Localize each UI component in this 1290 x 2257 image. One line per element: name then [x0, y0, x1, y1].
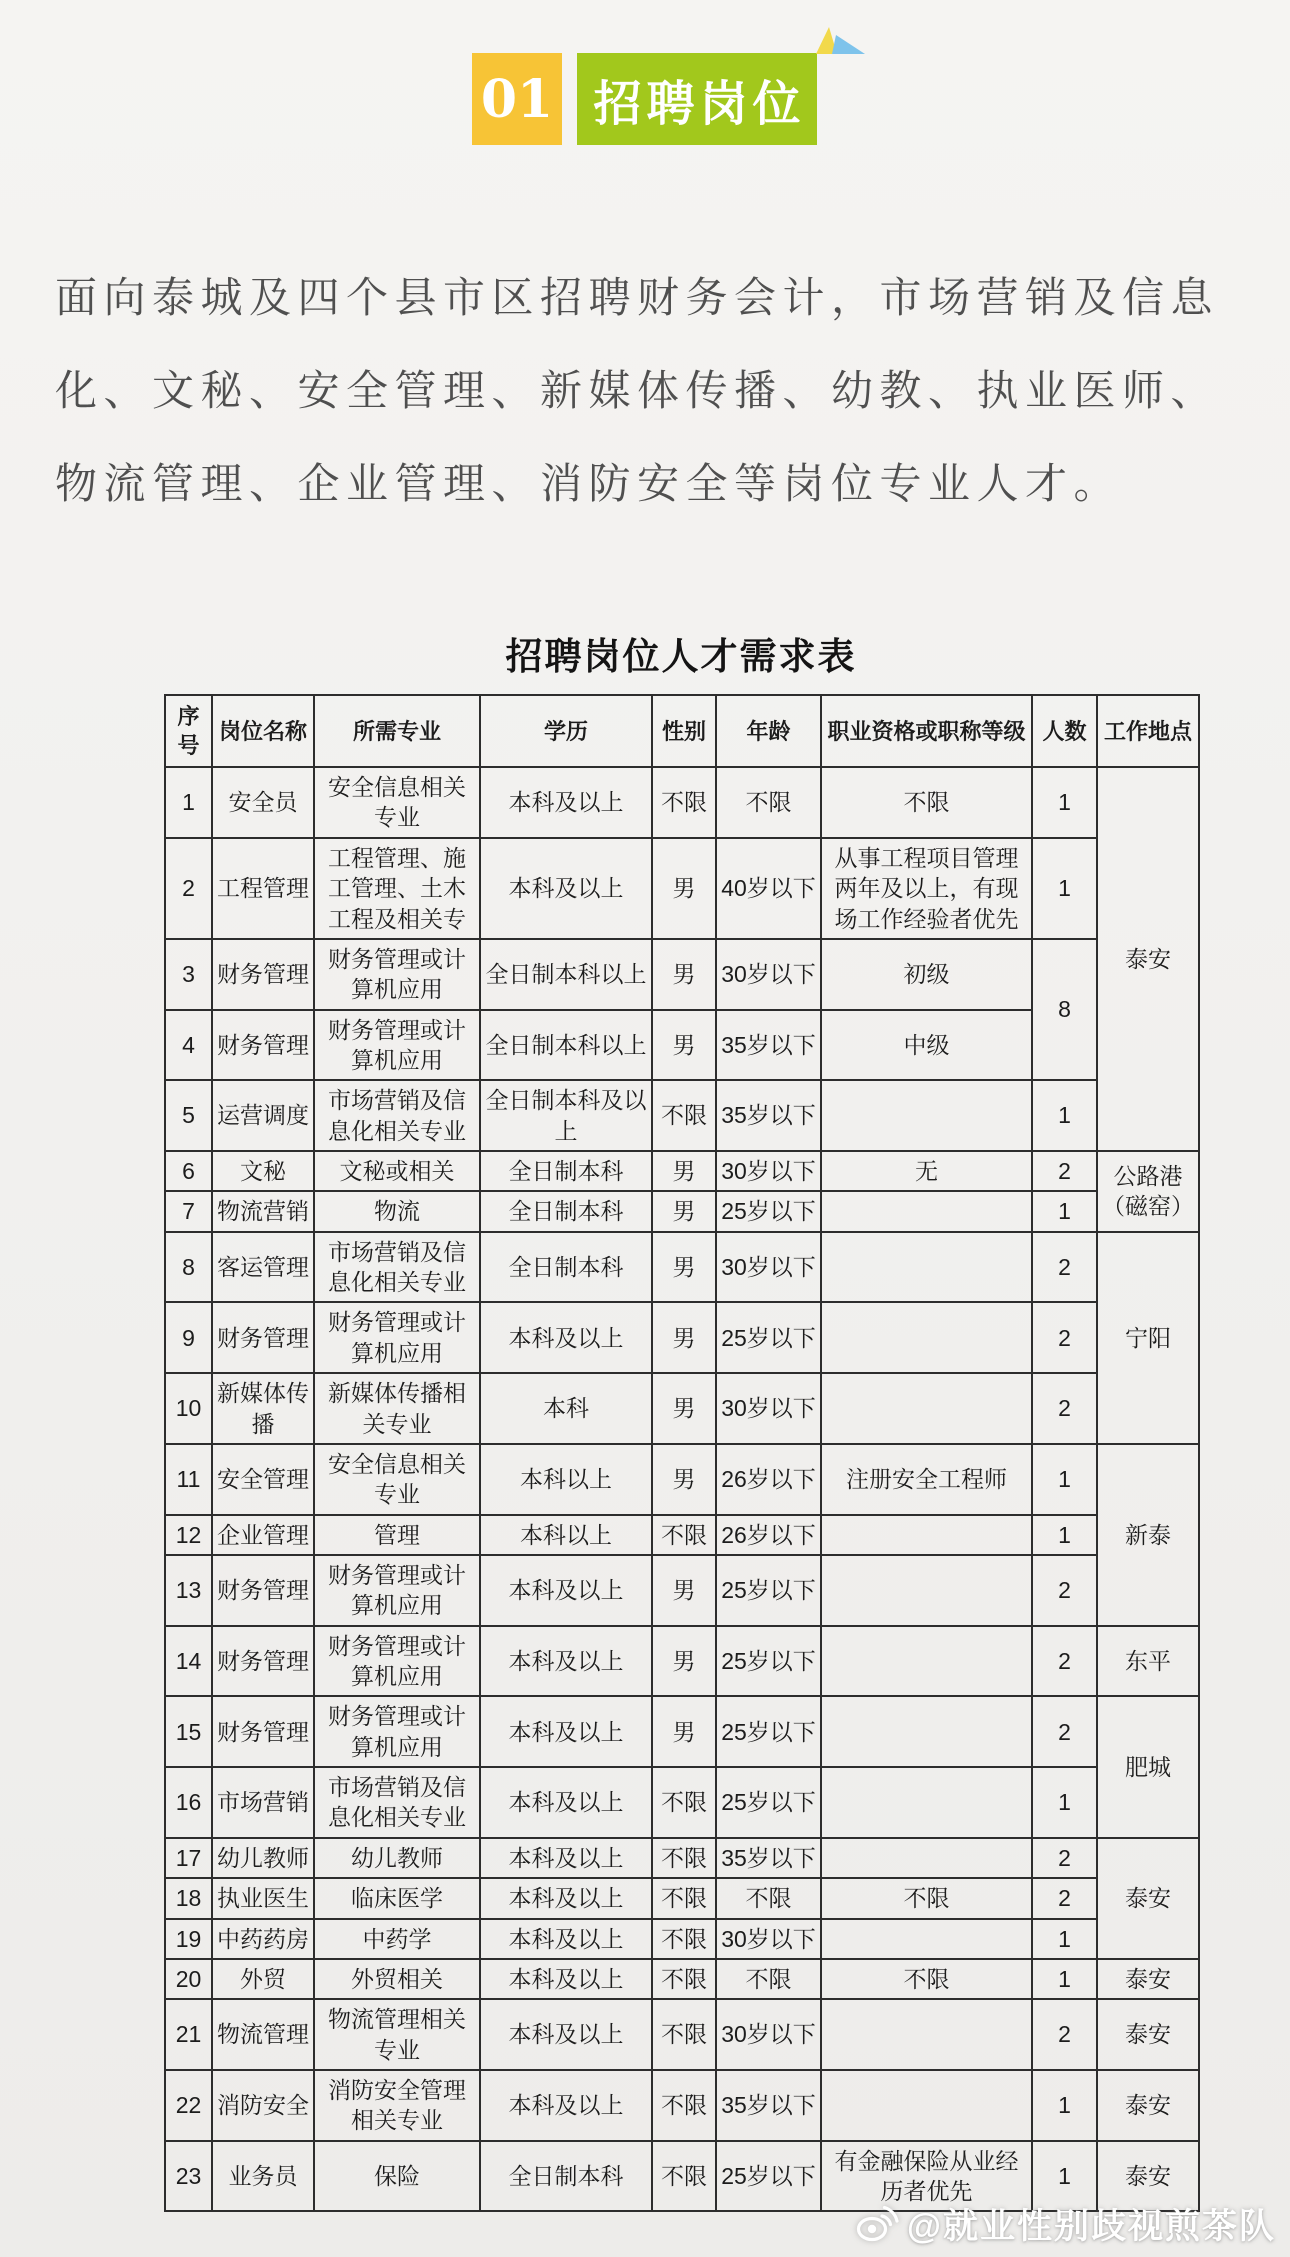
section-title-text: 招聘岗位 — [593, 77, 806, 131]
table-cell: 文秘或相关 — [314, 1151, 480, 1191]
watermark — [855, 2199, 1276, 2249]
table-cell: 临床医学 — [314, 1878, 480, 1918]
table-cell: 2 — [165, 838, 212, 939]
col-header-index: 序号 — [165, 695, 212, 767]
table-cell: 本科及以上 — [480, 1999, 652, 2070]
table-cell: 8 — [165, 1232, 212, 1303]
table-cell: 财务管理 — [212, 1302, 314, 1373]
table-cell: 1 — [1032, 1515, 1097, 1555]
page-background — [0, 53, 1290, 2257]
table-cell: 财务管理 — [212, 1626, 314, 1697]
table-cell: 男 — [652, 1010, 716, 1081]
table-cell: 25岁以下 — [716, 1626, 821, 1697]
table-cell: 不限 — [652, 1838, 716, 1878]
table-cell: 不限 — [652, 767, 716, 838]
table-cell: 30岁以下 — [716, 1151, 821, 1191]
table-cell: 市场营销及信息化相关专业 — [314, 1080, 480, 1151]
table-cell — [821, 1919, 1032, 1959]
table-cell: 财务管理或计算机应用 — [314, 1010, 480, 1081]
table-cell: 25岁以下 — [716, 1767, 821, 1838]
table-cell: 公路港（磁窑） — [1097, 1151, 1199, 1232]
table-cell: 本科以上 — [480, 1444, 652, 1515]
table-cell: 不限 — [821, 767, 1032, 838]
table-cell: 管理 — [314, 1515, 480, 1555]
table-cell: 新泰 — [1097, 1444, 1199, 1626]
table-cell: 中药学 — [314, 1919, 480, 1959]
table-cell: 全日制本科 — [480, 1232, 652, 1303]
table-cell: 男 — [652, 939, 716, 1010]
table-cell: 泰安 — [1097, 2141, 1199, 2212]
table-cell — [821, 1191, 1032, 1231]
table-cell: 客运管理 — [212, 1232, 314, 1303]
table-cell: 消防安全管理相关专业 — [314, 2070, 480, 2141]
table-cell: 外贸相关 — [314, 1959, 480, 1999]
table-cell: 财务管理或计算机应用 — [314, 1696, 480, 1767]
table-cell: 全日制本科以上 — [480, 939, 652, 1010]
table-row — [165, 1373, 1199, 1444]
table-cell: 男 — [652, 1151, 716, 1191]
table-cell: 26岁以下 — [716, 1444, 821, 1515]
table-cell: 25岁以下 — [716, 1302, 821, 1373]
table-cell: 安全信息相关专业 — [314, 767, 480, 838]
table-cell: 本科及以上 — [480, 1555, 652, 1626]
intro-line: 面向泰城及四个县市区招聘财务会计，市场营销及信息 — [55, 274, 1220, 321]
table-cell — [821, 1696, 1032, 1767]
table-cell: 本科及以上 — [480, 767, 652, 838]
table-cell: 本科及以上 — [480, 1767, 652, 1838]
table-cell: 40岁以下 — [716, 838, 821, 939]
table-cell: 男 — [652, 1373, 716, 1444]
table-cell: 1 — [1032, 767, 1097, 838]
table-cell: 12 — [165, 1515, 212, 1555]
table-cell: 工程管理、施工管理、土木工程及相关专 — [314, 838, 480, 939]
section-header — [472, 53, 1290, 145]
table-cell: 中级 — [821, 1010, 1032, 1081]
table-cell: 30岁以下 — [716, 1999, 821, 2070]
table-cell: 18 — [165, 1878, 212, 1918]
table-cell: 本科及以上 — [480, 1696, 652, 1767]
table-cell: 财务管理或计算机应用 — [314, 1626, 480, 1697]
table-cell: 从事工程项目管理两年及以上，有现场工作经验者优先 — [821, 838, 1032, 939]
table-row — [165, 1232, 1199, 1303]
table-cell: 本科及以上 — [480, 1302, 652, 1373]
table-row — [165, 838, 1199, 939]
table-cell: 男 — [652, 1232, 716, 1303]
table-cell: 1 — [165, 767, 212, 838]
table-cell: 物流营销 — [212, 1191, 314, 1231]
table-cell: 不限 — [716, 1878, 821, 1918]
table-cell — [821, 1999, 1032, 2070]
table-cell: 本科及以上 — [480, 1919, 652, 1959]
table-cell: 19 — [165, 1919, 212, 1959]
table-row — [165, 1696, 1199, 1767]
table-cell: 男 — [652, 1555, 716, 1626]
table-cell: 3 — [165, 939, 212, 1010]
col-header-qualification: 职业资格或职称等级 — [821, 695, 1032, 767]
table-cell: 25岁以下 — [716, 1191, 821, 1231]
table-row — [165, 1444, 1199, 1515]
table-cell: 9 — [165, 1302, 212, 1373]
table-cell: 男 — [652, 838, 716, 939]
table-row — [165, 1767, 1199, 1838]
table-cell: 2 — [1032, 1302, 1097, 1373]
table-cell: 35岁以下 — [716, 1010, 821, 1081]
table-row — [165, 1626, 1199, 1697]
table-row — [165, 1878, 1199, 1918]
table-cell: 1 — [1032, 1444, 1097, 1515]
table-cell: 全日制本科及以上 — [480, 1080, 652, 1151]
table-cell: 15 — [165, 1696, 212, 1767]
table-row — [165, 1080, 1199, 1151]
table-cell: 不限 — [652, 1999, 716, 2070]
table-cell: 外贸 — [212, 1959, 314, 1999]
intro-paragraph — [55, 251, 1240, 530]
table-cell: 本科以上 — [480, 1515, 652, 1555]
col-header-age: 年龄 — [716, 695, 821, 767]
table-cell: 不限 — [821, 1959, 1032, 1999]
col-header-headcount: 人数 — [1032, 695, 1097, 767]
table-cell: 业务员 — [212, 2141, 314, 2212]
table-row — [165, 1151, 1199, 1191]
table-cell: 保险 — [314, 2141, 480, 2212]
table-cell: 幼儿教师 — [314, 1838, 480, 1878]
requirements-table-body — [165, 767, 1199, 2211]
table-cell: 财务管理或计算机应用 — [314, 939, 480, 1010]
table-row — [165, 939, 1199, 1010]
watermark-text: @就业性别歧视煎茶队 — [906, 2207, 1276, 2246]
table-cell: 1 — [1032, 2141, 1097, 2212]
corner-triangles-icon — [813, 26, 867, 56]
table-cell: 1 — [1032, 1919, 1097, 1959]
table-cell: 不限 — [652, 1919, 716, 1959]
table-cell: 1 — [1032, 1959, 1097, 1999]
table-cell: 2 — [1032, 1373, 1097, 1444]
table-cell: 宁阳 — [1097, 1232, 1199, 1444]
table-cell: 4 — [165, 1010, 212, 1081]
col-header-major: 所需专业 — [314, 695, 480, 767]
table-cell: 2 — [1032, 1151, 1097, 1191]
table-cell: 物流管理 — [212, 1999, 314, 2070]
table-cell: 30岁以下 — [716, 939, 821, 1010]
table-cell: 1 — [1032, 838, 1097, 939]
table-cell: 25岁以下 — [716, 1696, 821, 1767]
table-cell: 35岁以下 — [716, 1080, 821, 1151]
table-cell: 不限 — [652, 1767, 716, 1838]
table-cell: 6 — [165, 1151, 212, 1191]
table-cell: 执业医生 — [212, 1878, 314, 1918]
table-cell: 不限 — [652, 2141, 716, 2212]
table-row — [165, 1999, 1199, 2070]
table-cell: 20 — [165, 1959, 212, 1999]
table-cell: 安全员 — [212, 767, 314, 838]
table-cell: 35岁以下 — [716, 2070, 821, 2141]
col-header-location: 工作地点 — [1097, 695, 1199, 767]
table-cell: 有金融保险从业经历者优先 — [821, 2141, 1032, 2212]
table-cell: 23 — [165, 2141, 212, 2212]
table-row — [165, 1838, 1199, 1878]
table-cell: 泰安 — [1097, 1999, 1199, 2070]
table-cell: 市场营销及信息化相关专业 — [314, 1767, 480, 1838]
table-cell: 财务管理或计算机应用 — [314, 1555, 480, 1626]
col-header-gender: 性别 — [652, 695, 716, 767]
table-cell: 10 — [165, 1373, 212, 1444]
table-cell: 本科及以上 — [480, 838, 652, 939]
requirements-table — [164, 694, 1200, 2212]
table-cell: 男 — [652, 1191, 716, 1231]
weibo-icon — [855, 2202, 899, 2246]
table-cell: 2 — [1032, 1878, 1097, 1918]
table-cell: 不限 — [652, 2070, 716, 2141]
table-cell: 市场营销及信息化相关专业 — [314, 1232, 480, 1303]
table-cell: 市场营销 — [212, 1767, 314, 1838]
table-cell: 男 — [652, 1302, 716, 1373]
table-row — [165, 1959, 1199, 1999]
table-cell — [821, 1626, 1032, 1697]
table-cell: 11 — [165, 1444, 212, 1515]
table-cell: 7 — [165, 1191, 212, 1231]
table-cell: 本科及以上 — [480, 2070, 652, 2141]
table-cell: 财务管理 — [212, 1555, 314, 1626]
table-cell: 30岁以下 — [716, 1232, 821, 1303]
table-cell: 物流 — [314, 1191, 480, 1231]
table-cell: 中药药房 — [212, 1919, 314, 1959]
table-cell — [821, 2070, 1032, 2141]
table-cell: 全日制本科 — [480, 1191, 652, 1231]
table-row — [165, 1515, 1199, 1555]
table-cell: 1 — [1032, 1191, 1097, 1231]
table-cell: 17 — [165, 1838, 212, 1878]
table-cell: 2 — [1032, 1555, 1097, 1626]
intro-line: 物流管理、企业管理、消防安全等岗位专业人才。 — [55, 460, 1123, 507]
table-row — [165, 2070, 1199, 2141]
table-cell: 22 — [165, 2070, 212, 2141]
table-cell: 1 — [1032, 1080, 1097, 1151]
table-cell: 2 — [1032, 1626, 1097, 1697]
table-cell: 25岁以下 — [716, 1555, 821, 1626]
table-cell: 男 — [652, 1444, 716, 1515]
col-header-position: 岗位名称 — [212, 695, 314, 767]
table-cell — [821, 1515, 1032, 1555]
table-cell: 不限 — [652, 1878, 716, 1918]
table-cell: 13 — [165, 1555, 212, 1626]
table-cell — [821, 1373, 1032, 1444]
table-cell: 幼儿教师 — [212, 1838, 314, 1878]
table-row — [165, 1191, 1199, 1231]
table-cell: 泰安 — [1097, 1959, 1199, 1999]
table-cell: 泰安 — [1097, 2070, 1199, 2141]
table-cell: 全日制本科以上 — [480, 1010, 652, 1081]
table-cell: 本科及以上 — [480, 1838, 652, 1878]
table-cell: 21 — [165, 1999, 212, 2070]
table-cell: 不限 — [716, 767, 821, 838]
table-cell — [821, 1232, 1032, 1303]
table-cell: 8 — [1032, 939, 1097, 1080]
table-cell: 新媒体传播 — [212, 1373, 314, 1444]
table-cell — [821, 1555, 1032, 1626]
table-cell: 新媒体传播相关专业 — [314, 1373, 480, 1444]
table-cell: 不限 — [821, 1878, 1032, 1918]
section-title-badge — [577, 53, 817, 145]
table-cell: 全日制本科 — [480, 2141, 652, 2212]
table-cell: 2 — [1032, 1999, 1097, 2070]
table-row — [165, 1302, 1199, 1373]
table-title: 招聘岗位人才需求表 — [505, 636, 857, 677]
table-cell: 本科 — [480, 1373, 652, 1444]
table-cell — [821, 1080, 1032, 1151]
table-cell: 财务管理 — [212, 939, 314, 1010]
table-cell: 肥城 — [1097, 1696, 1199, 1837]
table-cell: 14 — [165, 1626, 212, 1697]
table-cell: 26岁以下 — [716, 1515, 821, 1555]
table-cell: 16 — [165, 1767, 212, 1838]
table-cell: 1 — [1032, 2070, 1097, 2141]
table-cell: 2 — [1032, 1232, 1097, 1303]
table-cell: 5 — [165, 1080, 212, 1151]
table-cell: 文秘 — [212, 1151, 314, 1191]
table-cell: 2 — [1032, 1838, 1097, 1878]
table-cell — [821, 1302, 1032, 1373]
intro-line: 化、文秘、安全管理、新媒体传播、幼教、执业医师、 — [55, 367, 1220, 414]
table-cell: 30岁以下 — [716, 1919, 821, 1959]
table-cell: 安全管理 — [212, 1444, 314, 1515]
table-cell: 全日制本科 — [480, 1151, 652, 1191]
table-cell: 不限 — [652, 1515, 716, 1555]
table-cell: 物流管理相关专业 — [314, 1999, 480, 2070]
col-header-education: 学历 — [480, 695, 652, 767]
table-cell: 企业管理 — [212, 1515, 314, 1555]
table-row — [165, 1919, 1199, 1959]
table-cell: 本科及以上 — [480, 1626, 652, 1697]
table-cell: 运营调度 — [212, 1080, 314, 1151]
table-cell: 不限 — [652, 1080, 716, 1151]
table-cell: 1 — [1032, 1767, 1097, 1838]
table-cell — [821, 1767, 1032, 1838]
table-cell: 2 — [1032, 1696, 1097, 1767]
table-cell: 东平 — [1097, 1626, 1199, 1697]
table-cell — [821, 1838, 1032, 1878]
table-cell: 财务管理或计算机应用 — [314, 1302, 480, 1373]
table-cell: 本科及以上 — [480, 1878, 652, 1918]
table-cell: 不限 — [716, 1959, 821, 1999]
table-cell: 财务管理 — [212, 1696, 314, 1767]
table-cell: 初级 — [821, 939, 1032, 1010]
table-row — [165, 1555, 1199, 1626]
table-cell: 注册安全工程师 — [821, 1444, 1032, 1515]
table-cell: 男 — [652, 1696, 716, 1767]
table-header-row — [165, 695, 1199, 767]
table-row — [165, 767, 1199, 838]
table-cell: 财务管理 — [212, 1010, 314, 1081]
table-cell: 消防安全 — [212, 2070, 314, 2141]
table-cell: 男 — [652, 1626, 716, 1697]
table-cell: 25岁以下 — [716, 2141, 821, 2212]
table-cell: 安全信息相关专业 — [314, 1444, 480, 1515]
table-cell: 泰安 — [1097, 1838, 1199, 1959]
table-cell: 无 — [821, 1151, 1032, 1191]
table-cell: 30岁以下 — [716, 1373, 821, 1444]
table-cell: 35岁以下 — [716, 1838, 821, 1878]
section-number-badge: 01 — [472, 53, 562, 145]
table-cell: 泰安 — [1097, 767, 1199, 1151]
table-cell: 不限 — [652, 1959, 716, 1999]
table-cell: 本科及以上 — [480, 1959, 652, 1999]
table-cell: 工程管理 — [212, 838, 314, 939]
